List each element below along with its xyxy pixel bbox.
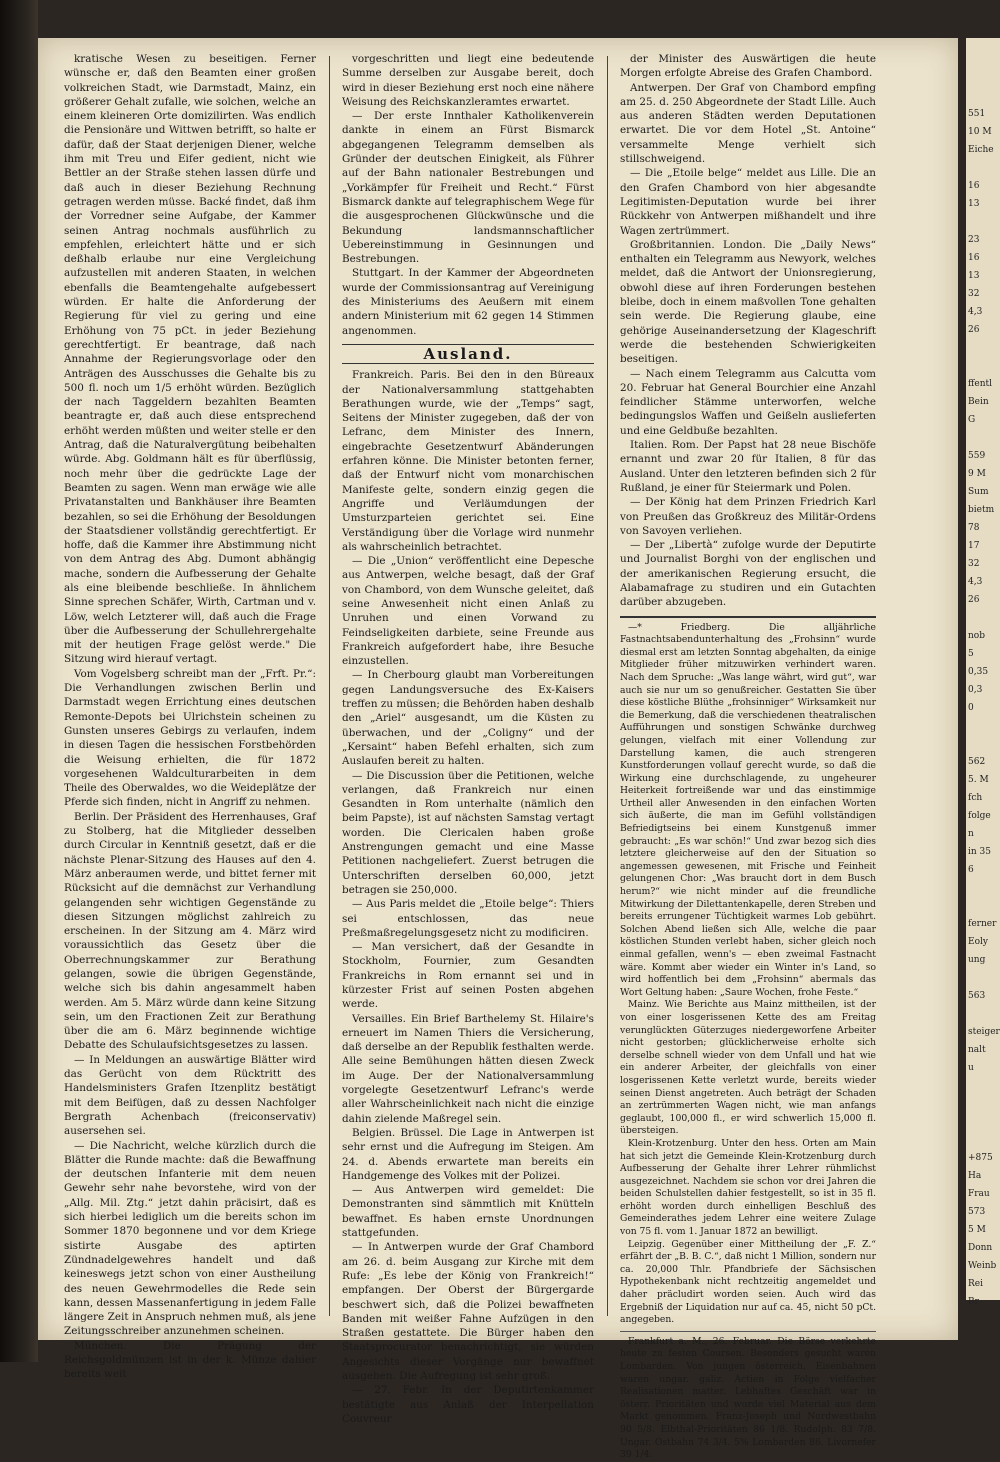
adjacent-page-fragment: 23 [968,235,980,245]
article-paragraph: — Der König hat dem Prinzen Friedrich Karl von Preußen das Großkreuz des Militär-Ordens von Savoyen verliehen. [620,496,876,537]
article-paragraph: München. Die Prägung der Reichsgoldmünzen ist in der k. Münze dahier bereits weit [64,1339,316,1381]
article-paragraph: Großbritannien. London. Die „Daily News“ enthalten ein Telegramm aus Newyork, welches meldet, daß die Antwort der Unionsregierung, obwohl diese auf ihren Forderungen bestehen bleibe, doch in einem maßvollen Tone gehalten sein werde. Die Regierung glaube, eine gehörige Auseinandersetzung der Klageschrift werde die bestehenden Schwierigkeiten beseitigen. [620,238,876,366]
adjacent-page-fragment: Rei [968,1279,983,1289]
adjacent-page-fragment: 13 [968,199,980,209]
adjacent-page-fragment: 4,3 [968,577,983,587]
article-paragraph: Belgien. Brüssel. Die Lage in Antwerpen ist sehr ernst und die Aufregung im Steigen. Am 24. d. Abends erwartete man bereits ein Handgemenge des Volkes mit der Polizei. [342,1126,594,1182]
adjacent-page-fragment [966,1098,1000,1110]
adjacent-page-fragment: 16 [968,181,980,191]
article-paragraph: — Die „Union“ veröffentlicht eine Depesche aus Antwerpen, welche besagt, daß der Graf von Chambord, von dem Wunsche geleitet, daß seine Anwesenheit nicht einen Anlaß zu Unruhen und einen Vorwand zu Feindseligkeiten darbiete, seine Freunde aus Frankreich aufgefordert habe, ihre Besuche einzustellen. [342,555,594,668]
adjacent-page-fragment: 6 [968,865,974,875]
section-divider [620,616,876,618]
adjacent-page-fragment: fch [968,793,983,803]
adjacent-page-fragment: steiger [968,1027,1000,1037]
adjacent-page-fragment [966,216,1000,228]
adjacent-page-fragment: +875 [968,1153,993,1163]
adjacent-page-fragment [966,1134,1000,1146]
adjacent-page-fragment: 551 [968,109,986,119]
adjacent-page-fragment: 559 [968,451,986,461]
article-paragraph: — Die Discussion über die Petitionen, welche verlangen, daß Frankreich nur einen Gesandten in Rom unterhalte (nämlich den beim Papste), ist auf nächsten Samstag vertagt worden. Die Clericalen haben große Anstrengungen gemacht und eine Masse Petitionen nachgeliefert. Zuerst betrugen die Unterschriften derselben 60,000, jetzt betragen sie 250,000. [342,769,594,896]
adjacent-page-fragment: 0,3 [968,685,983,695]
adjacent-page-fragment: Bein [968,397,989,407]
article-paragraph: — In Meldungen an auswärtige Blätter wird das Gerücht von dem Rücktritt des Handelsministers Grafen Itzenplitz bestätigt mit dem Beifügen, daß zu dessen Nachfolger Bergrath Achenbach (freiconservativ) ausersehen sei. [64,1053,316,1138]
adjacent-page-fragment: 26 [968,325,980,335]
adjacent-page-fragment: Donn [968,1243,993,1253]
adjacent-page-fragment: nalt [968,1045,986,1055]
adjacent-page-fragment: 32 [968,289,980,299]
article-paragraph: der Minister des Auswärtigen die heute Morgen erfolgte Abreise des Grafen Chambord. [620,53,876,80]
adjacent-page-fragment: G [968,415,976,425]
adjacent-page-fragment: 13 [968,271,980,281]
adjacent-page-fragment: 5 [968,649,974,659]
article-paragraph: Versailles. Ein Brief Barthelemy St. Hilaire's erneuert im Namen Thiers die Versicherung, daß derselbe an der Republik festhalten werde. Alle seine Bemühungen hätten diesen Zweck im Auge. Der der Nationalversammlung vorgelegte Gesetzentwurf Lefranc's werde aller Wahrscheinlichkeit nach nicht die einzige dahin zielende Maßregel sein. [342,1012,594,1125]
adjacent-page-fragment [966,900,1000,912]
adjacent-page-fragment: 4,3 [968,307,983,317]
adjacent-page-fragment: 10 M [968,127,992,137]
adjacent-page-fragment: n [968,829,974,839]
article-paragraph: — Der erste Innthaler Katholikenverein dankte in einem an Fürst Bismarck abgegangenen Telegramm demselben als Gründer der deutschen Einigkeit, als Führer auf der Bahn nationaler Bestrebungen und „Vorkämpfer für Freiheit und Recht.“ Fürst Bismarck dankte auf telegraphischem Wege für die ausgesprochenen Glückwünsche und die Bekundung landsmannschaftlicher Uebereinstimmung in Gesinnungen und Bestrebungen. [342,110,594,266]
column-rule [329,56,330,1316]
market-report: Frankfurt a. M., 26. Februar. Die Börse verkehrte heute zu festen Coursen. Besonders gesucht waren Lombarden. Von jungen österreich. Eisenbahnen waren ungar. galiz. Actien in Folge vielfacher Realisationen matter. Lebhaftes Geschäft war in österr. Prioritäten und wurde viel Material aus dem Markt genommen. Franz-Joseph und Nordwestbahn 90 5/8. Elbthal-Prioritäten 86 1/8. Rudolph. 83 7/8. Ungar. Ostbahn 74 3/4. 5% Lombarden 86. Livornefer 39 1/4. [620,1335,876,1461]
adjacent-page-fragment: Sum [968,487,989,497]
article-paragraph: kratische Wesen zu beseitigen. Ferner wünsche er, daß den Beamten einer großen volkreichen Stadt, wie Darmstadt, Mainz, ein größerer Gehalt zufalle, wie solchen, welche an einem kleineren Orte domizilirten. Was endlich die Pensionäre und Wittwen betrifft, so halte er dafür, daß der Staat derjenigen Diener, welche ihm mit Treu und Eifer gedient, nicht wie Bettler an der Straße stehen lassen dürfe und daß auch in dieser Beziehung Rechnung getragen werden müsse. Backé findet, daß ihm der Vorredner seine Aufgabe, der Kammer seinen Antrag nochmals ausführlich zu empfehlen, erleichtert hätte und er sich deßhalb erlaube nur eine Vergleichung aufzustellen mit anderen Staaten, in welchen ebenfalls die Beamtengehalte aufgebessert würden. Er halte die Anforderung der Regierung für viel zu gering und eine Erhöhung von 75 pCt. in jeder Beziehung gerechtfertigt. Er beantrage, daß nach Annahme der Regierungsvorlage oder den Anträgen des Ausschusses die Gehalte bis zu 500 fl. noch um 1/5 erhöht würden. Bezüglich der nach Taggeldern bezahlten Beamten beantragte er, daß auch diese entsprechend erhöht werden müßten und weiter stelle er den Antrag, daß die Naturalvergütung beibehalten würde. Abg. Goldmann hält es für überflüssig, noch mehr über die gedrückte Lage der Beamten zu sagen. Wenn man erwäge wie alle Privatanstalten und Bankhäuser ihre Beamten bezahlen, so sei die Erhöhung der Besoldungen der Staatsdiener vollständig gerechtfertigt. Er hoffe, daß die Kammer ihre Abstimmung nicht von dem Antrag des Abg. Dumont abhängig mache, sondern die Aufbesserung der Gehalte als eine bleibende beschließe. In ähnlichem Sinne sprechen Schäfer, Wirth, Cartman und v. Löw, welch Letzterer will, daß auch die Frage über die Aufbesserung der Schullehrergehalte mit der heutigen Frage gelöst werde." Die Sitzung wird hierauf vertagt. [64,53,316,666]
article-paragraph: — Die „Etoile belge“ meldet aus Lille. Die an den Grafen Chambord von hier abgesandte Legitimisten-Deputation wurde bei ihrer Rückkehr von Antwerpen mißhandelt und ihre Wagen zertrümmert. [620,167,876,237]
column-2 [342,52,594,1425]
article-paragraph: — Aus Paris meldet die „Etoile belge“: Thiers sei entschlossen, das neue Preßmaßregelungsgesetz nicht zu modificiren. [342,898,594,939]
adjacent-page-fragment: ffentl [968,379,993,389]
adjacent-page-edge [966,38,1000,1307]
adjacent-page-fragment: Weinb [968,1261,997,1271]
article-paragraph: — Aus Antwerpen wird gemeldet: Die Demonstranten sind sämmtlich mit Knütteln bewaffnet. Es haben ernste Unordnungen stattgefunden. [342,1184,594,1240]
article-paragraph: Berlin. Der Präsident des Herrenhauses, Graf zu Stolberg, hat die Mitglieder desselben durch Circular in Kenntniß gesetzt, daß er die nächste Plenar-Sitzung des Hauses auf den 4. März anberaumen werde, und bittet ferner mit Rücksicht auf die demnächst zur Verhandlung gelangenden sehr wichtigen Gegenstände zu diesen Sitzungen möglichst zahlreich zu erscheinen. In der Sitzung am 4. März wird voraussichtlich das Gesetz über die Oberrechnungskammer zur Berathung gelangen, sowie die übrigen Gegenstände, welche sich bis dahin angesammelt haben werden. Am 5. März würde dann keine Sitzung sein, um den Fractionen Zeit zur Berathung über die am 6. März beginnende wichtige Debatte des Schulaufsichtsgesetzes zu lassen. [64,810,316,1052]
adjacent-page-fragment [966,882,1000,894]
adjacent-page-fragment: 9 M [968,469,986,479]
adjacent-page-fragment [966,360,1000,372]
adjacent-page-fragment: 563 [968,991,986,1001]
article-paragraph: Vom Vogelsberg schreibt man der „Frft. Pr.“: Die Verhandlungen zwischen Berlin und Darmstadt wegen Errichtung eines deutschen Remonte-Depots bei Ulrichstein scheinen zu Gunsten unseres Gebirgs zu verlaufen, indem in diesen Tagen die hessischen Forstbehörden die Weisung erhielten, die für 1872 vorgesehenen Waldculturarbeiten in dem Theile des Oberwaldes, wo die Weideplätze der Pferde sich finden, nicht in Angriff zu nehmen. [64,667,316,809]
adjacent-page-fragment: u [968,1063,974,1073]
section-heading-ausland: Ausland. [342,344,594,364]
article-paragraph: — Der „Libertà“ zufolge wurde der Deputirte und Journalist Borghi von der englischen und der amerikanischen Regierung ersucht, die Alabamafrage zu studiren und ein Gutachten darüber abzugeben. [620,539,876,609]
market-divider [620,1331,876,1332]
adjacent-page-fragment: Eoly [968,937,988,947]
adjacent-page-fragment [966,738,1000,750]
adjacent-page-fragment: 16 [968,253,980,263]
local-news-paragraph: Klein-Krotzenburg. Unter den hess. Orten am Main hat sich jetzt die Gemeinde Klein-Krotzenburg durch Aufbesserung der Gehalte ihrer Lehrer rühmlichst ausgezeichnet. Nachdem sie schon vor drei Jahren die beiden Schulstellen dahier festgestellt, so ist in 35 fl. erhöht worden durch einhelligen Beschluß des Gemeinderathes jedem Lehrer eine weitere Zulage von 75 fl. vom 1. Januar 1872 an bewilligt. [620,1137,876,1238]
article-paragraph: Italien. Rom. Der Papst hat 28 neue Bischöfe ernannt und zwar 20 für Italien, 8 für das Ausland. Unter den letzteren befinden sich 2 für Rußland, je einer für Steiermark und Polen. [620,439,876,494]
article-paragraph: — Nach einem Telegramm aus Calcutta vom 20. Februar hat General Bourchier eine Anzahl feindlicher Stämme unterworfen, welche bedingungslos Waffen und Geißeln auslieferten und eine Geldbuße bezahlten. [620,367,876,437]
article-paragraph: — Man versichert, daß der Gesandte in Stockholm, Fournier, zum Gesandten Frankreichs in Rom ernannt sei und in kürzester Frist auf seinen Posten abgehen werde. [342,941,594,1011]
article-paragraph: Frankreich. Paris. Bei den in den Büreaux der Nationalversammlung stattgehabten Berathungen wurde, wie der „Temps“ sagt, Seitens der Minister zugegeben, daß der von Lefranc, dem Minister des Innern, eingebrachte Gesetzentwurf Abänderungen erfahren könne. Die Minister betonten ferner, daß der Entwurf nicht vom monarchischen Manifeste gelte, sondern einzig gegen die Angriffe und Verläumdungen der Umsturzparteien gerichtet sei. Eine Verständigung über die Vorlage wird nunmehr als wahrscheinlich betrachtet. [342,369,594,553]
adjacent-page-fragment [966,612,1000,624]
article-paragraph: Antwerpen. Der Graf von Chambord empfing am 25. d. 250 Abgeordnete der Stadt Lille. Auch aus anderen Städten werden Deputationen erwartet. Die vor dem Hotel „St. Antoine“ versammelte Menge verhielt sich stillschweigend. [620,81,876,166]
adjacent-page-fragment [966,342,1000,354]
book-binding [0,0,38,1362]
article-paragraph: — In Cherbourg glaubt man Vorbereitungen gegen Landungsversuche des Ex-Kaisers treffen zu müssen; die Behörden haben deshalb den „Ariel“ ausgesandt, um die Küsten zu überwachen, und der „Coligny“ und der „Kersaint“ haben Befehl erhalten, sich zum Auslaufen bereit zu halten. [342,669,594,768]
local-news-paragraph: Mainz. Wie Berichte aus Mainz mittheilen, ist der von einer losgerissenen Kette des am Freitag verunglückten Güterzuges niedergeworfene Arbeiter nicht gestorben; glücklicherweise erholte sich derselbe schnell wieder von dem Unfall und hat wie ein anderer Arbeiter, der gleichfalls von einer losgerissenen Kette verletzt wurde, bereits wieder seinen Dienst angetreten. Auch beträgt der Schaden an zertrümmerten Wagen nicht, wie man anfangs geglaubt, 100,000 fl., er wird schwerlich 15,000 fl. übersteigen. [620,999,876,1137]
local-news-paragraph: Leipzig. Gegenüber einer Mittheilung der „F. Z.“ erfährt der „B. B. C.“, daß nicht 1 Million, sondern nur ca. 20,000 Thlr. Pfandbriefe der Sächsischen Hypothekenbank nicht rechtzeitig angemeldet und daher präcludirt worden seien. Auch wird das Ergebniß der Liquidation nur auf ca. 45, nicht 50 pCt. angegeben. [620,1238,876,1326]
adjacent-page-fragment: ferner [968,919,997,929]
column-rule [607,56,608,1316]
article-paragraph: — In Antwerpen wurde der Graf Chambord am 26. d. beim Ausgang zur Kirche mit dem Rufe: „Es lebe der König von Frankreich!“ empfangen. Der Oberst der Bürgergarde beschwert sich, daß die Polizei bewaffneten Banden mit weißer Fahne Aufzügen in den Straßen gestattete. Die Bürger haben den Staatsprocurator benachrichtigt, sie würden Angesichts dieser Vorgänge nur bewaffnet ausgehen. Die Aufregung ist sehr groß. [342,1241,594,1383]
adjacent-page-fragment: 26 [968,595,980,605]
adjacent-page-fragment: 0 [968,703,974,713]
adjacent-page-fragment: 17 [968,541,980,551]
adjacent-page-fragment [966,720,1000,732]
adjacent-page-fragment: 78 [968,523,980,533]
adjacent-page-fragment: 562 [968,757,986,767]
adjacent-page-fragment: Frau [968,1189,990,1199]
adjacent-page-fragment: 573 [968,1207,986,1217]
adjacent-page-fragment [966,162,1000,174]
adjacent-page-fragment: folge [968,811,991,821]
adjacent-page-fragment: 5. M [968,775,989,785]
adjacent-page-fragment: 5 M [968,1225,986,1235]
adjacent-page-fragment: nob [968,631,985,641]
adjacent-page-fragment: in 35 [968,847,991,857]
adjacent-page-fragment: Br [968,1297,979,1307]
adjacent-page-fragment: bietm [968,505,995,515]
adjacent-page-fragment: 32 [968,559,980,569]
adjacent-page-fragment [966,972,1000,984]
adjacent-page-fragment: Ha [968,1171,982,1181]
column-1 [64,52,316,1381]
column-3 [620,52,876,1461]
article-paragraph: Stuttgart. In der Kammer der Abgeordneten wurde der Commissionsantrag auf Vereinigung des Ministeriums des Aeußern mit einem andern Ministerium mit 62 gegen 14 Stimmen angenommen. [342,267,594,337]
adjacent-page-fragment [966,1080,1000,1092]
adjacent-page-fragment [966,432,1000,444]
adjacent-page-fragment: ung [968,955,986,965]
article-paragraph: vorgeschritten und liegt eine bedeutende Summe derselben zur Ausgabe bereit, doch wird in dieser Beziehung erst noch eine nähere Weisung des Reichskanzleramtes erwartet. [342,53,594,108]
adjacent-page-fragment: Eiche [968,145,994,155]
adjacent-page-fragment: 0,35 [968,667,989,677]
article-paragraph: — 27. Febr. In der Deputirtenkammer bestätigte aus Anlaß der Interpellation Couvreur [342,1384,594,1425]
local-news [620,622,876,1462]
local-news-paragraph: —* Friedberg. Die alljährliche Fastnachtsabendunterhaltung des „Frohsinn“ wurde diesmal erst am letzten Sonntag abgehalten, da einige Mitglieder früher mitzuwirken verhindert waren. Nach dem Spruche: „Was lange währt, wird gut“, war auch sie nur um so genußreicher. Gestatten Sie über diese köstliche Blüthe „frohsinniger“ Wirksamkeit nur die Bemerkung, daß die verschiedenen theatralischen Aufführungen und sonstigen Schwänke durchweg gelungen, vielfach mit einer Vollendung zur Darstellung kamen, die auch strengeren Kunstforderungen vollauf gerecht wurde, so daß die Wirkung eine durchschlagende, zu ungeheurer Heiterkeit fortreißende war und das einstimmige Urtheil aller Anwesenden in den einfachen Worten sich äußerte, die man im Gefühl vollständigen Befriedigtseins bei einem Kunstgenuß immer gebraucht: „Es war schön!“ Und zwar bezog sich dies letztere gleicherweise auf den der Situation so angemessen gewesenen, mit Frische und Feinheit gelungenen Chor: „Was braucht dort in dem Busch herum?“ wie nicht minder auf die freundliche Mitwirkung der Dilettantenkapelle, deren Streben und bereits errungener Tüchtigkeit warmes Lob gebührt. Solchen Abend ließen sich Alle, welche die paar köstlichen Stunden verlebt haben, sicher gleich noch einmal gefallen, wenn's — eben zweimal Fastnacht wäre. Kommt aber wieder ein Winter in's Land, so wird hoffentlich bei dem „Frohsinn“ abermals das Wort Geltung haben: „Saure Wochen, frohe Feste.“ [620,621,876,998]
article-paragraph: — Die Nachricht, welche kürzlich durch die Blätter die Runde machte: daß die Bewaffnung der deutschen Infanterie mit dem neuen Gewehr sehr nahe bevorstehe, wird von der „Allg. Mil. Ztg.“ jetzt dahin präcisirt, daß es sich hierbei lediglich um die bereits schon im Sommer 1870 begonnene und vor dem Kriege sistirte Ausgabe des aptirten Zündnadelgewehres handelt und daß keineswegs jetzt schon von einer Austheilung des neuen Gewehrmodelles die Rede sein kann, dessen Massenanfertigung in jedem Falle längere Zeit in Anspruch nehmen muß, als jene Zeitungsschreiber anzunehmen scheinen. [64,1139,316,1338]
adjacent-page-fragment [966,1116,1000,1128]
adjacent-page-fragment [966,1008,1000,1020]
